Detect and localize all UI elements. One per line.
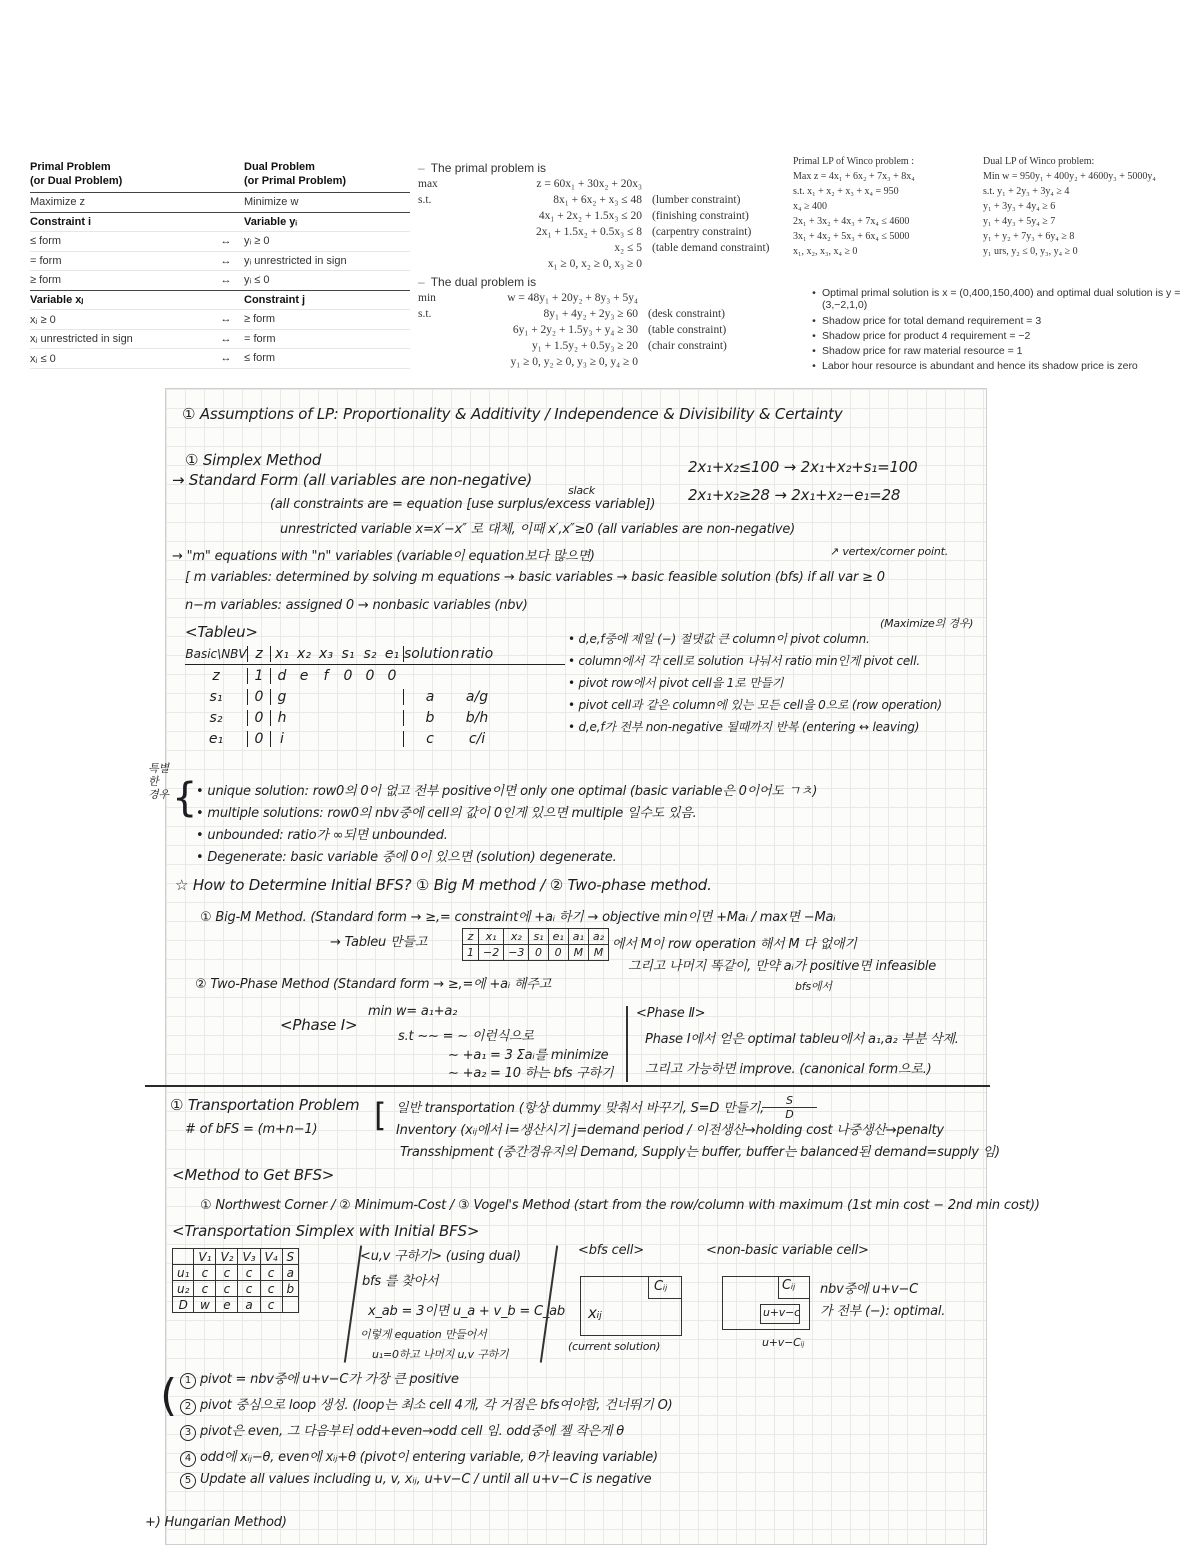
duality-dual-cell: ≤ form: [244, 352, 276, 365]
mini-table-header: x₂: [504, 929, 529, 945]
transport-cell: a: [282, 1265, 299, 1281]
big-m-row-op: 에서 M이 row operation 해서 M 다 없애기: [612, 937, 857, 952]
tableau-header-cell: x₁: [270, 646, 293, 662]
mini-table-cell: −3: [504, 945, 529, 961]
current-solution: (current solution): [568, 1340, 661, 1353]
duality-primal-cell: xⱼ ≥ 0: [30, 313, 56, 326]
winco-dual-line: y₁ + 4y₃ + 5y₄ ≥ 7: [983, 216, 1056, 227]
std-example-2: 2x₁+x₂≥28 → 2x₁+x₂−e₁=28: [688, 486, 901, 504]
duality-primal-cell: ≤ form: [30, 235, 62, 248]
tableau-header-cell: ratio: [460, 645, 494, 662]
winco-primal: [793, 153, 915, 259]
phase-one-objective: min w= a₁+a₂: [368, 1004, 458, 1019]
tableau-header-cell: z: [247, 646, 270, 662]
phase-one-a1: ∼ +a₁ = 3 Σaᵢ를 minimize: [448, 1048, 609, 1063]
tableau-row: [185, 665, 565, 686]
transport-header-cell: S: [282, 1249, 299, 1265]
uv-title: <u,v 구하기> (using dual): [360, 1249, 521, 1264]
transport-cell: a: [238, 1297, 260, 1313]
sd-fraction-d: D: [785, 1108, 794, 1121]
winco-bullet: [806, 287, 1186, 311]
tableau-cell: a: [403, 689, 456, 705]
bullet-dot: •: [812, 287, 816, 299]
tableau-row: [185, 728, 565, 749]
transport-cell: c: [238, 1265, 260, 1281]
winco-dual-line: y₁ urs, y₂ ≤ 0, y₃, y₄ ≥ 0: [983, 246, 1078, 257]
winco-bullet: [806, 358, 1186, 373]
transport-row: [173, 1265, 299, 1281]
duality-dual-cell: Constraint j: [244, 293, 306, 306]
winco-bullet: [806, 328, 1186, 343]
transport-bfs-count: # of bFS = (m+n−1): [185, 1122, 318, 1137]
winco-dual-line: y₁ + y₂ + 7y₃ + 6y₄ ≥ 8: [983, 231, 1075, 242]
transport-transshipment: Transshipment (중간경유지의 Demand, Supply는 buffer, buffer는 balanced된 demand=supply 임): [400, 1145, 1000, 1160]
lp-line-equation: w = 48y₁ + 20y₂ + 8y₃ + 5y₄: [507, 292, 638, 304]
pivot-rules: [568, 630, 988, 740]
transport-step: [180, 1472, 672, 1498]
duality-dual-cell: = form: [244, 332, 276, 345]
duality-dual-cell: yᵢ ≥ 0: [244, 235, 270, 248]
tableau-title: <Tableu>: [185, 623, 258, 641]
lp-line-tag: (finishing constraint): [652, 210, 749, 222]
transport-cell: c: [216, 1265, 238, 1281]
unrestricted-variable: unrestricted variable x=x′−x″ 로 대체, 이때 x′,x″≥0 (all variables are non-negative): [280, 522, 796, 537]
winco-primal-line: 3x₁ + 4x₂ + 5x₃ + 6x₄ ≤ 5000: [793, 231, 910, 242]
phase-one-title: <Phase Ⅰ>: [280, 1016, 358, 1034]
lp-line-label: max: [418, 178, 438, 190]
big-m-mini-table: [462, 928, 609, 961]
lp-line: [418, 322, 798, 338]
lp-line-label: s.t.: [418, 194, 432, 206]
uv-step-b: x_ab = 3이면 u_a + v_b = C_ab: [368, 1304, 565, 1319]
duality-row: [30, 310, 410, 330]
tableau-cell: 0: [343, 667, 353, 684]
transport-cell: u₁: [173, 1265, 194, 1281]
transport-cell: c: [216, 1281, 238, 1297]
lp-line: [418, 192, 802, 208]
lp-line: [418, 338, 798, 354]
tableau-cell: c: [403, 731, 456, 747]
duality-primal-cell: = form: [30, 254, 62, 267]
tableau-cell: i: [270, 731, 293, 747]
transport-step: [180, 1446, 672, 1472]
lp-line-equation: z = 60x₁ + 30x₂ + 20x₃: [536, 178, 642, 190]
mini-table-cell: −2: [479, 945, 504, 961]
steps-brace-icon: (: [160, 1370, 177, 1421]
duality-row: [30, 232, 410, 252]
transport-step-text: Update all values including u, v, xᵢⱼ, u+v−C / until all u+v−C is negative: [200, 1472, 652, 1487]
nbv-optimal-b: 가 전부 (−): optimal.: [820, 1304, 946, 1319]
tableau-header-cell: e₁: [384, 645, 400, 662]
tableau-cell: b/h: [465, 709, 489, 726]
duality-dual-cell: ≥ form: [244, 313, 276, 326]
transport-header-row: [173, 1249, 299, 1265]
lp-line-label: s.t.: [418, 308, 432, 320]
bullet-dot: •: [812, 359, 816, 372]
maximize-note: (Maximize의 경우): [880, 617, 974, 630]
nonbasic-cell-title: <non-basic variable cell>: [706, 1243, 869, 1258]
lp-line-equation: 8y₁ + 4y₂ + 2y₃ ≥ 60: [543, 308, 638, 320]
tableau-cell: s₂: [209, 709, 223, 726]
tableau-row: [185, 707, 565, 728]
lp-line-equation: 6y₁ + 2y₂ + 1.5y₃ + y₄ ≥ 30: [512, 324, 638, 336]
section-divider: [145, 1085, 990, 1087]
special-case: • Degenerate: basic variable 중에 0이 있으면 (solution) degenerate.: [196, 850, 617, 865]
transport-cell: e: [216, 1297, 238, 1313]
duality-arrow: ↔: [220, 254, 232, 267]
transport-step-text: pivot은 even, 그 다음부터 odd+even→odd cell 임. odd중에 젤 작은게 θ: [200, 1424, 624, 1439]
transport-general: 일반 transportation (항상 dummy 맞춰서 바꾸기, S=D 만들기,: [396, 1101, 765, 1116]
tableau-row: [185, 686, 565, 707]
transport-step: [180, 1420, 672, 1446]
bfs-cell-title: <bfs cell>: [578, 1243, 644, 1258]
duality-row: [30, 291, 410, 311]
hungarian-method: +) Hungarian Method): [145, 1515, 287, 1530]
tableau-cell: z: [212, 667, 220, 684]
lp-line-tag: (table demand constraint): [652, 242, 770, 254]
winco-primal-line: x₄ ≥ 400: [793, 201, 827, 212]
tableau-header-cell: s₁: [341, 645, 355, 662]
step-number: 1: [180, 1373, 196, 1389]
simplex-title: ① Simplex Method: [185, 451, 322, 469]
lp-line-tag: (carpentry constraint): [652, 226, 752, 238]
duality-arrow: ↔: [220, 274, 232, 287]
transport-step: [180, 1368, 672, 1394]
lp-line-label: min: [418, 292, 436, 304]
transport-cell: c: [238, 1281, 260, 1297]
duality-primal-cell: xⱼ ≤ 0: [30, 352, 56, 365]
primal-heading: The primal problem is: [430, 161, 547, 175]
mini-table-cell: 0: [529, 945, 548, 961]
duality-arrow: ↔: [220, 352, 232, 365]
phase-one-a2: ∼ +a₂ = 10 하는 bfs 구하기: [448, 1066, 614, 1081]
transport-cell: c: [260, 1281, 282, 1297]
n-minus-m-variables: n−m variables: assigned 0 → nonbasic variables (nbv): [185, 598, 528, 613]
transport-row: [173, 1281, 299, 1297]
sd-fraction-s: S: [762, 1094, 817, 1108]
tableau-header-row: [185, 643, 565, 665]
pivot-rule: • pivot row에서 pivot cell을 1로 만들기: [568, 676, 784, 690]
winco-bullet-text: Shadow price for total demand requirement = 3: [822, 314, 1042, 327]
tableau-header-cell: solution: [404, 645, 460, 662]
special-cases-label: 특별한 경우: [148, 762, 169, 801]
mini-table-cell: 0: [548, 945, 568, 961]
initial-bfs: ☆ How to Determine Initial BFS? ① Big M method / ② Two-phase method.: [175, 876, 712, 894]
duality-primal-cell: ≥ form: [30, 274, 62, 287]
tableau-cell: e₁: [208, 730, 224, 747]
mini-table-cell: 1: [463, 945, 479, 961]
step-number: 2: [180, 1399, 196, 1415]
step-number: 3: [180, 1425, 196, 1441]
transport-header-cell: V₂: [216, 1249, 238, 1265]
special-case: • unbounded: ratio가 ∞되면 unbounded.: [196, 828, 448, 843]
dakota-dual: – The dual problem is min w = 48y₁ + 20y₂ + 8y₃ + 5y₄ s.t. 8y₁ + 4y₂ + 2y₃ ≥ 60 (desk constraint) 6y₁ + 2y₂ + 1.5y₃ + y₄ ≥ 30 (table constraint) y₁ + 1.5y₂ + 0.5y₃ ≥ 20 (chair constraint) y₁ ≥ 0, y₂ ≥ 0, y₃ ≥ 0, y₄ ≥ 0: [418, 274, 798, 370]
duality-row: [30, 349, 410, 369]
transport-row: [173, 1297, 299, 1313]
lp-line: [418, 256, 802, 272]
lp-line: [418, 290, 798, 306]
mini-table-header: x₁: [479, 929, 504, 945]
tableau-cell: 1: [247, 668, 270, 684]
standard-form: → Standard Form (all variables are non-negative): [172, 471, 533, 489]
transport-title: ① Transportation Problem: [170, 1096, 360, 1114]
vertex-note: ↗ vertex/corner point.: [830, 545, 949, 558]
uv-step-a: bfs 를 찾아서: [362, 1274, 439, 1289]
winco-bullets: [806, 287, 1186, 373]
winco-dual-title: Dual LP of Winco problem:: [983, 155, 1095, 167]
transport-cell: u₂: [173, 1281, 194, 1297]
winco-dual-line: y₁ + 3y₃ + 4y₄ ≥ 6: [983, 201, 1056, 212]
transport-cell: b: [282, 1281, 299, 1297]
transport-cell: [282, 1297, 299, 1313]
duality-row: [30, 330, 410, 350]
lp-line-equation: y₁ ≥ 0, y₂ ≥ 0, y₃ ≥ 0, y₄ ≥ 0: [510, 356, 638, 368]
duality-row: [30, 193, 410, 213]
special-cases: [196, 780, 817, 868]
duality-table: [30, 160, 410, 369]
winco-bullet: [806, 313, 1186, 328]
pivot-rule: • pivot cell과 같은 column에 있는 모든 cell을 0으로 (row operation): [568, 698, 942, 712]
duality-dual-cell: yᵢ ≤ 0: [244, 274, 270, 287]
transport-header-cell: [173, 1249, 194, 1265]
bullet-dot: •: [812, 314, 816, 327]
transport-header-cell: V₃: [238, 1249, 260, 1265]
winco-primal-line: x₁, x₂, x₃, x₄ ≥ 0: [793, 246, 858, 257]
duality-dual-cell: yᵢ unrestricted in sign: [244, 254, 347, 267]
nonbasic-uvc: u+v−c: [763, 1306, 800, 1319]
duality-dual-cell: Variable yᵢ: [244, 215, 297, 228]
tableau-cell: 0: [387, 667, 397, 684]
lp-line-tag: (desk constraint): [648, 308, 725, 320]
nonbasic-cost: Cᵢⱼ: [782, 1278, 796, 1293]
winco-primal-title: Primal LP of Winco problem :: [793, 155, 914, 167]
step-number: 5: [180, 1473, 196, 1489]
transport-step: [180, 1394, 672, 1420]
lp-line: [418, 224, 802, 240]
duality-row: [30, 213, 410, 233]
duality-dual-cell: Minimize w: [244, 196, 299, 209]
transport-cost-table: [172, 1248, 299, 1313]
nbv-optimal-a: nbv중에 u+v−C: [820, 1282, 919, 1297]
tableau-corner: Basic\NBV: [185, 646, 247, 661]
dakota-primal: – The primal problem is max z = 60x₁ + 30x₂ + 20x₃ s.t. 8x₁ + 6x₂ + x₃ ≤ 48 (lumber constraint) 4x₁ + 2x₂ + 1.5x₃ ≤ 20 (finishing constraint) 2x₁ + 1.5x₂ + 0.5x₃ ≤ 8 (carpentry constraint) x₂ ≤ 5 (table demand constraint) x₁ ≥ 0, x₂ ≥ 0, x₃ ≥ 0: [418, 160, 802, 272]
big-m-method: ① Big-M Method. (Standard form → ≥,= constraint에 +aᵢ 하기 → objective min이면 +Maᵢ / max면 −Maᵢ: [200, 910, 836, 925]
lp-line-tag: (lumber constraint): [652, 194, 741, 206]
mini-table-header: z: [463, 929, 479, 945]
nonbasic-uvcij: u+v−Cᵢⱼ: [762, 1336, 805, 1349]
transport-cell: c: [194, 1265, 216, 1281]
duality-header: [30, 160, 410, 193]
pivot-rule: • d,e,f중에 제일 (−) 절댓값 큰 column이 pivot column.: [568, 632, 870, 646]
mini-table-header: s₁: [529, 929, 548, 945]
lp-line: [418, 208, 802, 224]
transport-header-cell: V₁: [194, 1249, 216, 1265]
transport-cell: c: [260, 1265, 282, 1281]
transport-cell: w: [194, 1297, 216, 1313]
slack-note: slack: [568, 484, 595, 497]
mini-table-cell: M: [568, 945, 588, 961]
lp-line-equation: y₁ + 1.5y₂ + 0.5y₃ ≥ 20: [531, 340, 638, 352]
duality-row: [30, 252, 410, 272]
winco-primal-line: Max z = 4x₁ + 6x₂ + 7x₃ + 8x₄: [793, 171, 915, 182]
bfs-methods: ① Northwest Corner / ② Minimum-Cost / ③ Vogel's Method (start from the row/column with maximum (1st min cost − 2nd min cost)): [200, 1198, 1040, 1213]
duality-row: [30, 271, 410, 291]
pivot-rule: • column에서 각 cell로 solution 나눠서 ratio min인게 pivot cell.: [568, 654, 920, 668]
duality-primal-cell: Constraint i: [30, 215, 92, 228]
transport-steps: [180, 1368, 672, 1498]
mini-table-header: a₁: [568, 929, 588, 945]
transport-header-cell: V₄: [260, 1249, 282, 1265]
winco-bullet-text: Optimal primal solution is x = (0,400,150,400) and optimal dual solution is y = (3,−2,1,0): [822, 287, 1181, 311]
winco-dual: [983, 153, 1156, 259]
dual-heading: The dual problem is: [430, 275, 537, 289]
winco-bullet: [806, 343, 1186, 358]
bfs-sub-note: bfs에서: [795, 980, 832, 993]
transport-step-text: odd에 xᵢⱼ−θ, even에 xᵢⱼ+θ (pivot이 entering variable, θ가 leaving variable): [200, 1450, 658, 1465]
tableau-cell: g: [270, 689, 293, 705]
bfs-cell-cost: Cᵢⱼ: [654, 1279, 668, 1294]
phase-one-st: s.t ∼∼ = ∼ 이런식으로: [398, 1029, 534, 1044]
lp-line: [418, 240, 802, 256]
lp-line-equation: 8x₁ + 6x₂ + x₃ ≤ 48: [553, 194, 642, 206]
tableau-cell: e: [299, 667, 309, 684]
pivot-rule: • d,e,f가 전부 non-negative 될때까지 반복 (entering ↔ leaving): [568, 720, 920, 734]
tableau-cell: h: [270, 710, 293, 726]
tableau-header-cell: s₂: [363, 645, 377, 662]
lp-line-equation: x₂ ≤ 5: [614, 242, 642, 254]
m-variables: [ m variables: determined by solving m equations → basic variables → basic feasible solution (bfs) if all var ≥ 0: [185, 570, 885, 585]
transport-inventory: Inventory (xᵢⱼ에서 i=생산시기 j=demand period / 이전생산→holding cost 나중생산→penalty: [396, 1123, 944, 1138]
tableau-cell: 0: [365, 667, 375, 684]
duality-primal-cell: Variable xⱼ: [30, 294, 84, 307]
winco-bullet-text: Shadow price for product 4 requirement = −2: [822, 329, 1031, 342]
winco-primal-line: 2x₁ + 3x₂ + 4x₃ + 7x₄ ≤ 4600: [793, 216, 910, 227]
transport-step-text: pivot = nbv중에 u+v−C가 가장 큰 positive: [200, 1372, 459, 1387]
lp-line-equation: x₁ ≥ 0, x₂ ≥ 0, x₃ ≥ 0: [547, 258, 642, 270]
tableau-cell: b: [403, 710, 456, 726]
bullet-dot: •: [812, 329, 816, 342]
tableau-header-cell: x₃: [319, 645, 333, 662]
duality-arrow: ↔: [220, 332, 232, 345]
mini-table-header: a₂: [588, 929, 608, 945]
dual-header: Dual Problem (or Primal Problem): [244, 161, 347, 187]
lp-line: [418, 306, 798, 322]
tableau-cell: d: [270, 668, 293, 684]
primal-header: Primal Problem (or Dual Problem): [30, 161, 123, 187]
bullet-dot: •: [812, 344, 816, 357]
transport-cell: c: [260, 1297, 282, 1313]
tableau-cell: 0: [247, 710, 270, 726]
phase-two-a: Phase Ⅰ에서 얻은 optimal tableu에서 a₁,a₂ 부분 삭제.: [645, 1032, 959, 1047]
transport-cell: c: [194, 1281, 216, 1297]
winco-primal-line: s.t. x₁ + x₂ + x₃ + x₄ = 950: [793, 186, 899, 197]
winco-dual-line: s.t. y₁ + 2y₃ + 3y₄ ≥ 4: [983, 186, 1070, 197]
winco-bullet-text: Shadow price for raw material resource = 1: [822, 344, 1023, 357]
transport-step-text: pivot 중심으로 loop 생성. (loop는 최소 cell 4개, 각 거점은 bfs여야함, 건너뛰기 O): [200, 1398, 673, 1413]
mini-table-cell: M: [588, 945, 608, 961]
phase-two-b: 그리고 가능하면 improve. (canonical form으로.): [645, 1062, 932, 1077]
big-m-infeasible: 그리고 나머지 똑같이, 만약 aᵢ가 positive면 infeasible: [628, 959, 937, 974]
phase-two-title: <Phase Ⅱ>: [636, 1006, 706, 1021]
all-constraints: (all constraints are = equation [use surplus/excess variable]): [270, 497, 656, 512]
mini-table-header: e₁: [548, 929, 568, 945]
tableau-cell: f: [323, 667, 329, 684]
duality-arrow: ↔: [220, 235, 232, 248]
brace-icon: {: [172, 775, 198, 821]
two-phase-method: ② Two-Phase Method (Standard form → ≥,=에 +aᵢ 해주고: [195, 977, 552, 992]
tableau-cell: 0: [247, 731, 270, 747]
transport-cell: D: [173, 1297, 194, 1313]
tableau-cell: a/g: [465, 688, 489, 705]
uv-step-d: u₁=0하고 나머지 u,v 구하기: [372, 1348, 509, 1361]
assumptions-line: ① Assumptions of LP: Proportionality & Additivity / Independence & Divisibility & Certainty: [182, 405, 843, 423]
lp-line-equation: 2x₁ + 1.5x₂ + 0.5x₃ ≤ 8: [535, 226, 642, 238]
uv-step-c: 이렇게 equation 만들어서: [360, 1328, 487, 1341]
m-equations: → "m" equations with "n" variables (variable이 equation보다 많으면): [172, 549, 595, 564]
phase-divider: [626, 1006, 628, 1082]
transport-simplex-title: <Transportation Simplex with Initial BFS>: [172, 1222, 480, 1240]
tableau-cell: s₁: [209, 688, 223, 705]
s-equals-d-fraction: [762, 1094, 817, 1121]
step-number: 4: [180, 1451, 196, 1467]
special-case: • unique solution: row0의 0이 없고 전부 positive이면 only one optimal (basic variable은 0이어도 ㄱㅊ): [196, 784, 818, 799]
transport-bracket-icon: [: [374, 1096, 387, 1134]
method-bfs-title: <Method to Get BFS>: [172, 1166, 335, 1184]
lp-line: [418, 176, 802, 192]
tableau-header-cell: x₂: [297, 645, 311, 662]
tableau-cell: 0: [247, 689, 270, 705]
winco-dual-line: Min w = 950y₁ + 400y₂ + 4600y₃ + 5000y₄: [983, 171, 1156, 182]
tableau-cell: c/i: [468, 730, 486, 747]
duality-primal-cell: Maximize z: [30, 196, 86, 209]
std-example-1: 2x₁+x₂≤100 → 2x₁+x₂+s₁=100: [688, 458, 918, 476]
lp-line: [418, 354, 798, 370]
lp-line-tag: (chair constraint): [648, 340, 727, 352]
big-m-tableau: → Tableu 만들고: [330, 935, 428, 950]
simplex-tableau: [185, 643, 565, 749]
duality-arrow: ↔: [220, 313, 232, 326]
bfs-cell-x: xᵢⱼ: [588, 1304, 602, 1322]
duality-primal-cell: xⱼ unrestricted in sign: [30, 333, 133, 346]
lp-line-equation: 4x₁ + 2x₂ + 1.5x₃ ≤ 20: [538, 210, 642, 222]
lp-line-tag: (table constraint): [648, 324, 727, 336]
winco-bullet-text: Labor hour resource is abundant and hence its shadow price is zero: [822, 359, 1138, 372]
special-case: • multiple solutions: row0의 nbv중에 cell의 값이 0인게 있으면 multiple 일수도 있음.: [196, 806, 697, 821]
